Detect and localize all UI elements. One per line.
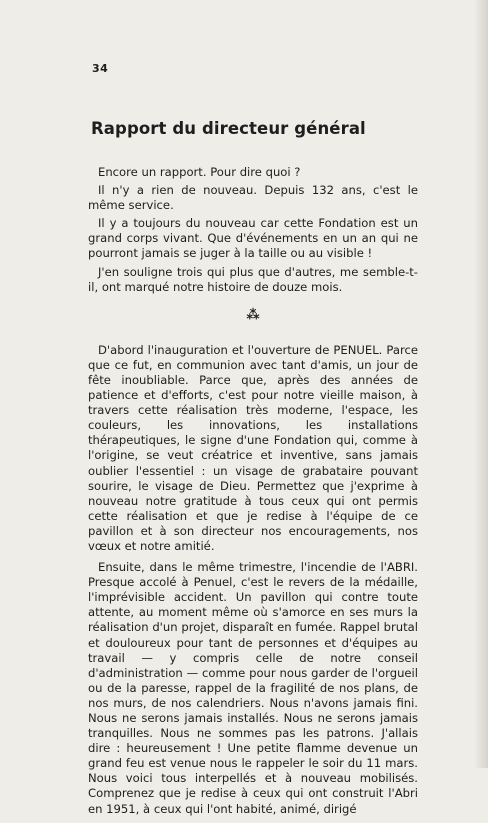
report-body xyxy=(88,165,418,823)
asterism-separator: ⁂ xyxy=(246,307,260,323)
page-edge-shadow xyxy=(474,0,488,768)
paragraph-penuel: D'abord l'inauguration et l'ouverture de PENUEL. Parce que ce fut, en communion avec tant d'amis, un jour de fête inoubliable. Parce que, après des années de patience et d'efforts, c'est pour notre vieille maison, à travers cette réalisation très moderne, l'espace, les couleurs, les innovations, les installations thérapeutiques, le signe d'une Fondation qui, comme à l'origine, se veut créatrice et inventive, sans jamais oublier l'essentiel : un visage de grabataire pouvant sourire, le visage de Dieu. Permettez que j'exprime à nouveau notre gratitude à tous ceux qui ont permis cette réalisation et que je redise à l'équipe de ce pavillon et à son directeur nos encouragements, nos vœux et notre amitié. xyxy=(88,342,418,553)
paragraph-three-events: J'en souligne trois qui plus que d'autres, me semble-t-il, ont marqué notre histoire de douze mois. xyxy=(88,264,418,294)
paragraph-nothing-new: Il n'y a rien de nouveau. Depuis 132 ans, c'est le même service. xyxy=(88,183,418,213)
page-number: 34 xyxy=(92,62,109,75)
paragraph-always-new: Il y a toujours du nouveau car cette Fondation est un grand corps vivant. Que d'événements en un an qui ne pourront jamais se juger à la taille ou au visible ! xyxy=(88,216,418,261)
paragraph-abri-fire: Ensuite, dans le même trimestre, l'incendie de l'ABRI. Presque accolé à Penuel, c'est le revers de la médaille, l'imprévisible accident. Un pavillon qui contre toute attente, au moment même où s'amorce en ses murs la réalisation d'un projet, disparaît en fumée. Rappel brutal et douloureux pour tant de personnes et d'équipes au travail — y compris celle de notre conseil d'administration — comme pour nous garder de l'orgueil ou de la paresse, rappel de la fragilité de nos plans, de nos murs, de nos calendriers. Nous n'avons jamais fini. Nous ne serons jamais installés. Nous ne serons jamais tranquilles. Nous ne sommes pas les patrons. J'allais dire : heureusement ! Une petite flamme devenue un grand feu est venue nous le rappeler le soir du 11 mars. Nous voici tous interpellés et à nouveau mobilisés. Comprenez que je redise à ceux qui ont construit l'Abri en 1951, à ceux qui l'ont habité, animé, dirigé xyxy=(88,560,418,816)
paragraph-intro-question: Encore un rapport. Pour dire quoi ? xyxy=(98,165,301,179)
page-title: Rapport du directeur général xyxy=(91,119,366,138)
